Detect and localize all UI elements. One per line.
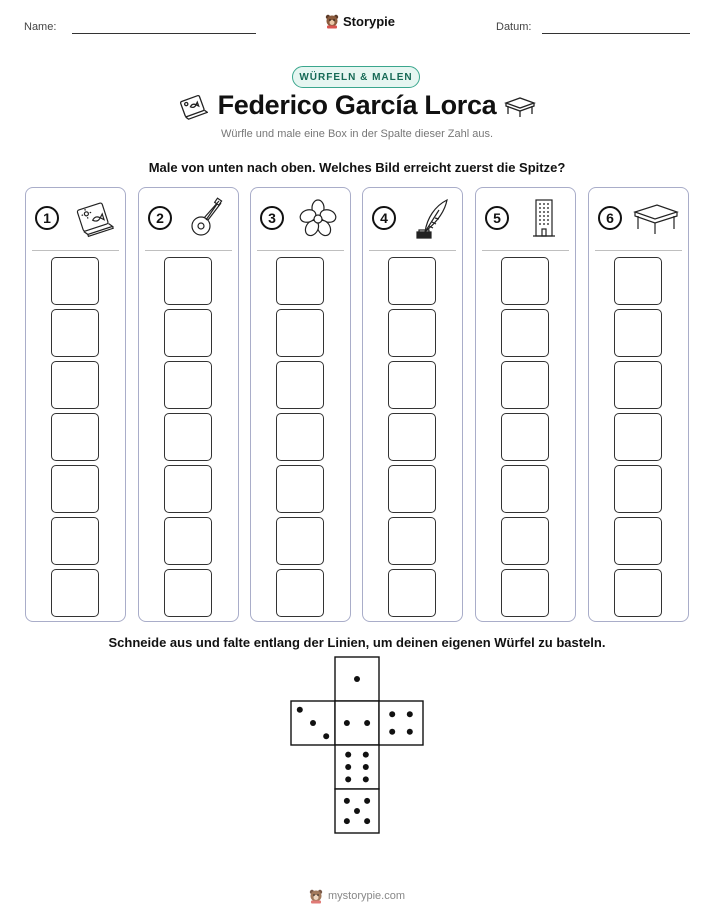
color-box[interactable] bbox=[388, 361, 436, 409]
color-box[interactable] bbox=[388, 465, 436, 513]
color-box[interactable] bbox=[614, 257, 662, 305]
column-number: 3 bbox=[260, 206, 284, 230]
color-box[interactable] bbox=[51, 465, 99, 513]
footer bbox=[0, 888, 714, 904]
column-divider bbox=[595, 250, 682, 251]
dice-pip bbox=[354, 808, 360, 814]
dice-pip bbox=[364, 798, 370, 804]
color-box[interactable] bbox=[164, 465, 212, 513]
dice-pip bbox=[389, 711, 395, 717]
color-box[interactable] bbox=[388, 517, 436, 565]
column-number: 2 bbox=[148, 206, 172, 230]
color-box[interactable] bbox=[614, 465, 662, 513]
dice-column-1 bbox=[25, 187, 126, 622]
color-box[interactable] bbox=[51, 413, 99, 461]
color-box[interactable] bbox=[276, 517, 324, 565]
color-box[interactable] bbox=[501, 257, 549, 305]
activity-badge: WÜRFELN & MALEN bbox=[292, 66, 420, 88]
color-box[interactable] bbox=[276, 309, 324, 357]
storypie-logo bbox=[325, 13, 395, 29]
dice-instruction: Schneide aus und falte entlang der Linien, um deinen eigenen Würfel zu basteln. bbox=[108, 635, 606, 650]
dice-pip bbox=[310, 720, 316, 726]
page-title: Federico García Lorca bbox=[217, 90, 497, 120]
page-subtitle: Würfle und male eine Box in der Spalte dieser Zahl aus. bbox=[220, 128, 494, 140]
color-box[interactable] bbox=[501, 413, 549, 461]
dice-pip bbox=[407, 711, 413, 717]
dice-pip bbox=[363, 752, 369, 758]
guitar-icon bbox=[181, 196, 231, 240]
bear-logo-icon bbox=[325, 13, 339, 29]
dice-pip bbox=[345, 776, 351, 782]
dice-net bbox=[290, 656, 426, 836]
column-divider bbox=[145, 250, 232, 251]
color-box[interactable] bbox=[276, 465, 324, 513]
instruction-text: Male von unten nach oben. Welches Bild erreicht zuerst die Spitze? bbox=[148, 160, 566, 175]
bear-footer-icon bbox=[309, 888, 323, 904]
column-header bbox=[139, 188, 238, 250]
dice-column-4 bbox=[362, 187, 463, 622]
column-header bbox=[589, 188, 688, 250]
color-box[interactable] bbox=[388, 257, 436, 305]
quill-icon bbox=[405, 196, 455, 240]
dice-pip bbox=[364, 818, 370, 824]
dice-pip bbox=[407, 729, 413, 735]
dice-pip bbox=[323, 733, 329, 739]
color-box[interactable] bbox=[614, 309, 662, 357]
dice-face-2 bbox=[335, 701, 379, 745]
name-field-line[interactable] bbox=[72, 33, 256, 34]
column-header bbox=[476, 188, 575, 250]
dice-face-4 bbox=[379, 701, 423, 745]
dice-pip bbox=[345, 764, 351, 770]
dice-column-6 bbox=[588, 187, 689, 622]
dice-face-3 bbox=[291, 701, 335, 745]
color-box[interactable] bbox=[276, 413, 324, 461]
column-number: 4 bbox=[372, 206, 396, 230]
dice-pip bbox=[364, 720, 370, 726]
color-box[interactable] bbox=[164, 257, 212, 305]
column-number: 1 bbox=[35, 206, 59, 230]
flower-icon bbox=[293, 196, 343, 240]
column-header bbox=[26, 188, 125, 250]
color-box[interactable] bbox=[501, 309, 549, 357]
date-label: Datum: bbox=[496, 21, 532, 33]
dice-column-5 bbox=[475, 187, 576, 622]
color-box[interactable] bbox=[164, 361, 212, 409]
column-number: 5 bbox=[485, 206, 509, 230]
color-box[interactable] bbox=[51, 257, 99, 305]
color-box[interactable] bbox=[501, 361, 549, 409]
date-field-line[interactable] bbox=[542, 33, 690, 34]
dice-pip bbox=[344, 818, 350, 824]
column-divider bbox=[369, 250, 456, 251]
dice-pip bbox=[363, 776, 369, 782]
title-table-icon bbox=[503, 96, 537, 118]
color-box[interactable] bbox=[51, 569, 99, 617]
column-divider bbox=[482, 250, 569, 251]
building-icon bbox=[518, 196, 568, 240]
dice-column-2 bbox=[138, 187, 239, 622]
column-divider bbox=[32, 250, 119, 251]
color-box[interactable] bbox=[388, 569, 436, 617]
column-number: 6 bbox=[598, 206, 622, 230]
dice-pip bbox=[344, 720, 350, 726]
dice-face-1 bbox=[335, 657, 379, 701]
color-box[interactable] bbox=[501, 517, 549, 565]
dice-pip bbox=[297, 707, 303, 713]
footer-url[interactable]: mystorypie.com bbox=[327, 890, 406, 902]
table-icon bbox=[631, 196, 681, 240]
column-header bbox=[251, 188, 350, 250]
color-box[interactable] bbox=[501, 465, 549, 513]
dice-pip bbox=[344, 798, 350, 804]
column-divider bbox=[257, 250, 344, 251]
color-box[interactable] bbox=[388, 413, 436, 461]
dice-pip bbox=[389, 729, 395, 735]
dice-pip bbox=[354, 676, 360, 682]
color-box[interactable] bbox=[614, 517, 662, 565]
color-box[interactable] bbox=[388, 309, 436, 357]
name-label: Name: bbox=[24, 21, 57, 33]
color-box[interactable] bbox=[276, 257, 324, 305]
color-box[interactable] bbox=[614, 413, 662, 461]
color-box[interactable] bbox=[501, 569, 549, 617]
color-box[interactable] bbox=[164, 309, 212, 357]
color-box[interactable] bbox=[51, 517, 99, 565]
color-box[interactable] bbox=[51, 361, 99, 409]
color-box[interactable] bbox=[614, 569, 662, 617]
color-box[interactable] bbox=[164, 569, 212, 617]
color-box[interactable] bbox=[164, 413, 212, 461]
dice-face-6 bbox=[335, 745, 379, 789]
color-box[interactable] bbox=[276, 569, 324, 617]
dice-pip bbox=[363, 764, 369, 770]
color-box[interactable] bbox=[164, 517, 212, 565]
color-box[interactable] bbox=[51, 309, 99, 357]
column-header bbox=[363, 188, 462, 250]
dice-face-5 bbox=[335, 789, 379, 833]
color-box[interactable] bbox=[276, 361, 324, 409]
dice-column-3 bbox=[250, 187, 351, 622]
color-box[interactable] bbox=[614, 361, 662, 409]
dice-pip bbox=[345, 752, 351, 758]
logo-text: Storypie bbox=[343, 13, 396, 29]
book-icon bbox=[68, 196, 118, 240]
